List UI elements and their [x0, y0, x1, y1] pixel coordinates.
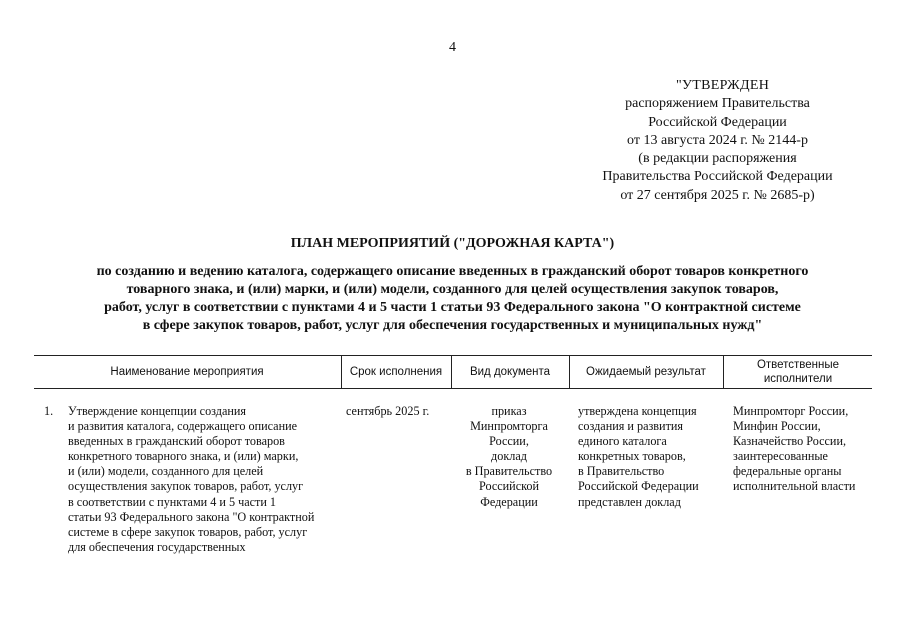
- doc-type-line: приказ: [491, 404, 527, 418]
- subtitle-line: по созданию и ведению каталога, содержащего описание введенных в гражданский оборот товаров конкретного: [96, 264, 809, 279]
- expected-result-cell: [578, 404, 728, 510]
- doc-type-line: Российской: [478, 479, 540, 494]
- doc-type-cell: [453, 404, 565, 510]
- result-line: конкретных товаров,: [578, 449, 686, 464]
- approval-line: (в редакции распоряжения: [638, 151, 797, 167]
- column-header-doc-type: Вид документа: [469, 366, 551, 378]
- doc-type-line: доклад: [491, 449, 527, 464]
- approval-line: Правительства Российской Федерации: [602, 169, 833, 185]
- approval-line: от 13 августа 2024 г. № 2144-р: [627, 132, 808, 148]
- responsible-line: Минпромторг России,: [733, 404, 849, 418]
- result-line: утверждена концепция: [578, 404, 697, 418]
- approval-line: от 27 сентября 2025 г. № 2685-р): [620, 187, 815, 203]
- document-subtitle: [40, 263, 865, 335]
- approval-line: распоряжением Правительства: [625, 96, 810, 112]
- result-line: в Правительство: [578, 464, 665, 479]
- event-name-line: введенных в гражданский оборот товаров: [68, 434, 285, 449]
- deadline-value: сентябрь 2025 г.: [346, 404, 430, 418]
- doc-type-line: Минпромторга: [470, 419, 548, 434]
- result-line: Российской Федерации: [578, 479, 699, 494]
- column-header-responsible: Ответственные исполнители: [756, 359, 840, 385]
- subtitle-line: товарного знака, и (или) марки, и (или) модели, созданного для целей осуществления закупок товаров,: [126, 282, 779, 297]
- doc-type-line: в Правительство: [465, 464, 553, 479]
- event-name-line: системе в сфере закупок товаров, работ, услуг: [68, 524, 308, 539]
- approval-heading: "УТВЕРЖДЕН: [676, 78, 770, 93]
- subtitle-line: в сфере закупок товаров, работ, услуг для обеспечения государственных и муниципальных нужд": [142, 318, 763, 333]
- event-name-line: и (или) модели, созданного для целей: [68, 464, 264, 479]
- column-header-name: Наименование мероприятия: [110, 366, 264, 378]
- page-number: 4: [449, 40, 456, 55]
- responsible-line: исполнительной власти: [733, 479, 856, 494]
- column-header-deadline: Срок исполнения: [349, 366, 443, 378]
- event-name-line: и развития каталога, содержащего описание: [68, 419, 298, 434]
- doc-type-line: Федерации: [480, 494, 538, 509]
- event-name-line: в соответствии с пунктами 4 и 5 части 1: [68, 494, 277, 509]
- event-name-line: Утверждение концепции создания: [68, 404, 247, 418]
- approval-stamp: [560, 77, 875, 205]
- event-name-cell: [68, 404, 338, 555]
- event-name-line: осуществления закупок товаров, работ, услуг: [68, 479, 304, 494]
- responsible-line: Минфин России,: [733, 419, 821, 434]
- event-name-line: конкретного товарного знака, и (или) марки,: [68, 449, 299, 464]
- responsible-line: заинтересованные: [733, 449, 828, 464]
- responsible-cell: [733, 404, 873, 495]
- row-number: 1.: [44, 404, 54, 418]
- result-line: представлен доклад: [578, 494, 681, 509]
- event-name-line: статьи 93 Федерального закона "О контрактной: [68, 509, 315, 524]
- responsible-line: федеральные органы: [733, 464, 842, 479]
- result-line: единого каталога: [578, 434, 667, 449]
- column-header-result: Ожидаемый результат: [586, 366, 706, 378]
- result-line: создания и развития: [578, 419, 684, 434]
- subtitle-line: работ, услуг в соответствии с пунктами 4 и 5 части 1 статьи 93 Федерального закона "О контрактной системе: [104, 300, 801, 315]
- deadline-cell: [346, 404, 446, 419]
- approval-line: Российской Федерации: [648, 114, 787, 130]
- responsible-line: Казначейство России,: [733, 434, 847, 449]
- table-header-rule: [34, 388, 872, 389]
- document-title: ПЛАН МЕРОПРИЯТИЙ ("ДОРОЖНАЯ КАРТА"): [290, 236, 615, 251]
- doc-type-line: России,: [489, 434, 529, 449]
- event-name-line: для обеспечения государственных: [68, 539, 246, 554]
